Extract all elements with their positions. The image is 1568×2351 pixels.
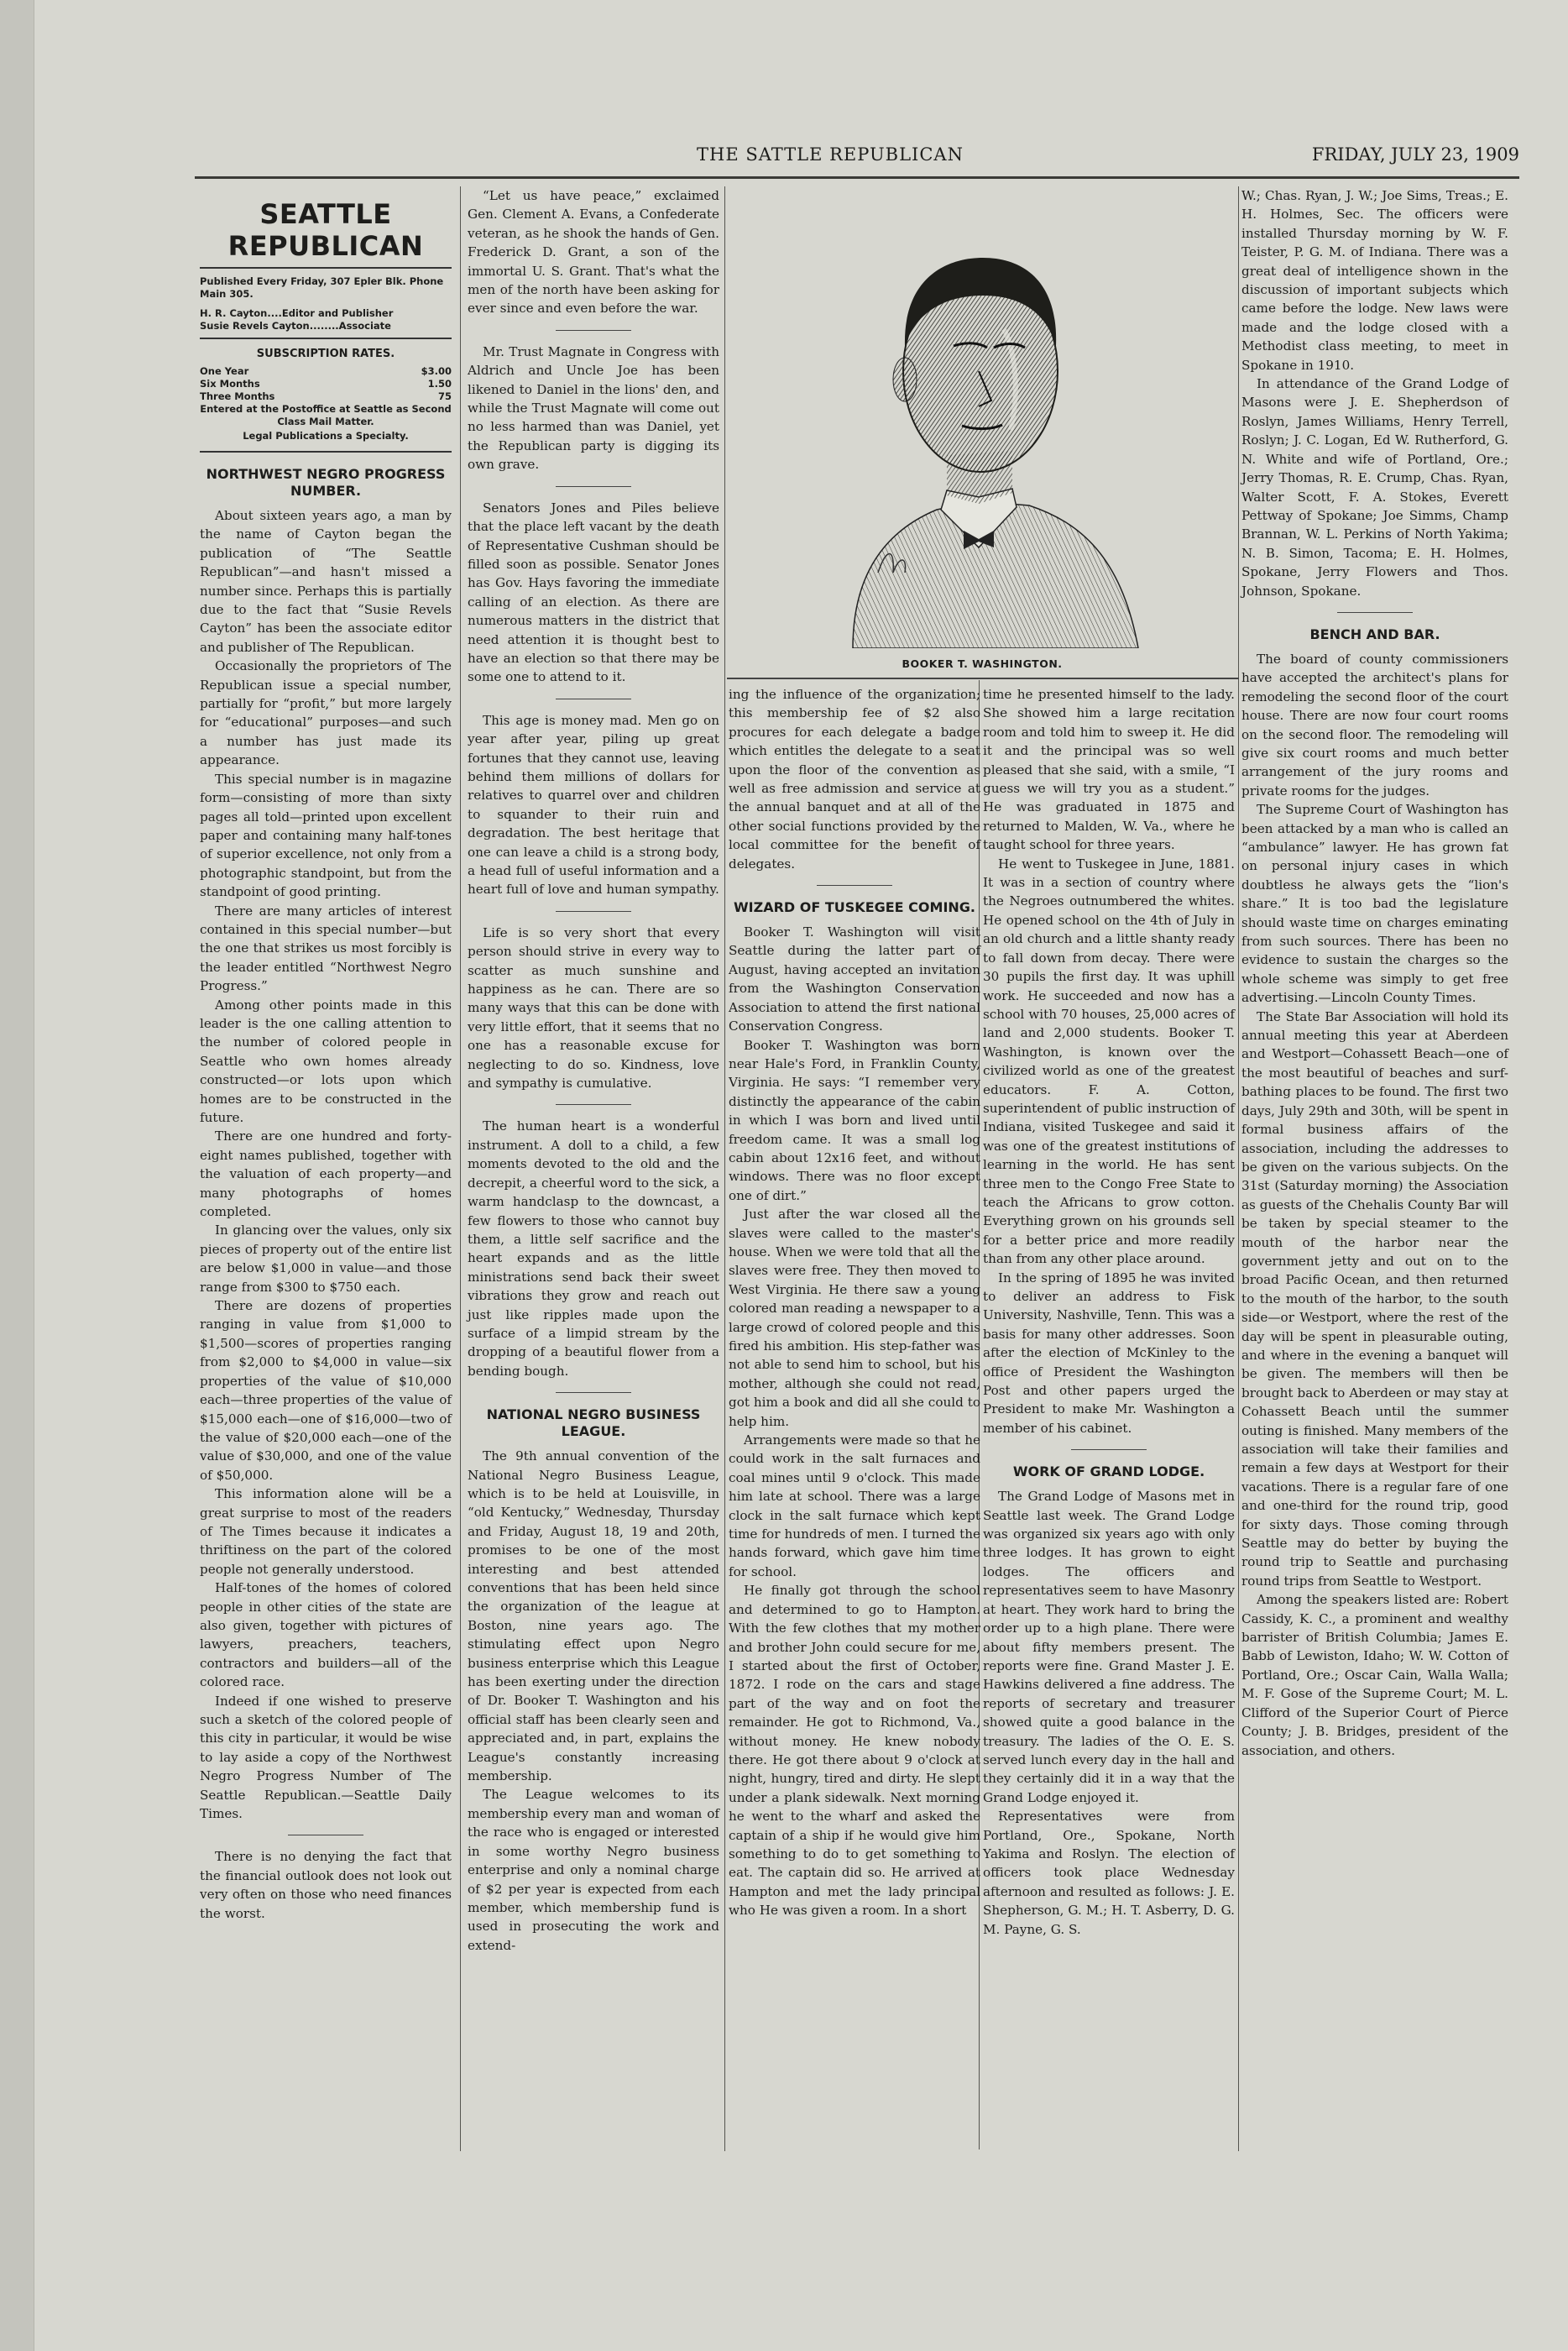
legal-notice: Legal Publications a Specialty. (243, 430, 409, 442)
paragraph: This information alone will be a great surprise to most of the readers of The Times because it indicates a thriftiness on the part of the colored people not generally understood. (200, 1486, 452, 1577)
masthead-rule (200, 267, 452, 269)
paragraph: W.; Chas. Ryan, J. W.; Joe Sims, Treas.; E. H. Holmes, Sec. The officers were installed Thursday morning by W. F. Teister, P. G. M. of Indiana. There was a great deal of intelligence shown in the discussion of important subjects which came before the lodge. New laws were made and the lodge closed with a Methodist class meeting, to meet in Spokane in 1910. (1241, 188, 1508, 373)
article-heading: BENCH AND BAR. (1309, 626, 1440, 642)
paragraph: This age is money mad. Men go on year after year, piling up great fortunes that they cannot use, leaving behind them millions of dollars for relatives to quarrel over and children to squander to their ruin and degradation. The best heritage that one can leave a child is a strong body, a head full of useful information and a heart full of love and human sympathy. (468, 712, 719, 898)
paragraph: Just after the war closed all the slaves were called to the master's house. When we were told that all the slaves were free. They then moved to West Virginia. He there saw a young colored man reading a newspaper to a large crowd of colored people and this fired his ambition. His step-father was not able to send him to school, but his mother, although she could not read, got him a book and did all she could to help him. (729, 1207, 980, 1429)
paragraph: The Grand Lodge of Masons met in Seattle last week. The Grand Lodge was organized six years ago with only three lodges. It has grown to eight lodges. The officers and representatives seem to have Masonry at heart. They work hard to bring the order up to a high plane. There were about fifty members present. The reports were fine. Grand Master J. E. Hawkins delivered a fine address. The reports of secretary and treasurer showed quite a good balance in the treasury. The ladies of the O. E. S. served lunch every day in the hall and they certainly did it in a way that the Grand Lodge enjoyed it. (983, 1489, 1235, 1805)
separator (556, 911, 631, 912)
rate-value: $3.00 (421, 365, 452, 377)
paragraph: The board of county commissioners have accepted the architect's plans for remodeling the second floor of the court house. There are now four court rooms on the second floor. The remodeling will give six court rooms and much better arrangement of the jury rooms and private rooms for the judges. (1241, 651, 1508, 799)
running-header (185, 141, 1519, 175)
column-4 (983, 685, 1235, 1939)
paragraph: He finally got through the school and determined to go to Hampton. With the few clothes that my mother and brother John could secure for me, I started about the first of October, 1872. I rode on the cars and stage part of the way and on foot the remainder. He got to Richmond, Va., without money. He knew nobody there. He got there about 9 o'clock at night, hungry, tired and dirty. He slept under a plank sidewalk. Next morning he went to the wharf and asked the captain of a ship if he would give him something to do to get something to eat. The captain did so. He arrived at Hampton and met the lady principal who He was given a room. In a short (729, 1583, 980, 1919)
article-heading: NORTHWEST NEGRO PROGRESS NUMBER. (206, 466, 446, 499)
portrait-engraving (727, 178, 1237, 648)
masthead-published: Published Every Friday, 307 Epler Blk. Phone Main 305. (200, 275, 444, 300)
postoffice-notice: Entered at the Postoffice at Seattle as Second Class Mail Matter. (200, 403, 452, 427)
article-body (200, 506, 452, 1823)
paragraph: In the spring of 1895 he was invited to deliver an address to Fisk University, Nashville, Tenn. This was a basis for many other addresses. Soon after the election of McKinley to the office of President the Washington Post and other papers urged the President to make Mr. Washington a member of his cabinet. (983, 1270, 1235, 1436)
rate-row (200, 378, 452, 390)
subscription-rates (200, 365, 452, 403)
rate-label: Six Months (200, 378, 260, 390)
separator (556, 486, 631, 487)
paragraph: Senators Jones and Piles believe that the place left vacant by the death of Representative Cushman should be filled soon as possible. Senator Jones has Gov. Hays favoring the immediate calling of an election. As there are numerous matters in the district that need attention it is thought best to have an election so that there may be some one to attend to it. (468, 500, 719, 685)
paragraph: Booker T. Washington will visit Seattle during the latter part of August, having accepted an invitation from the Washington Conservation Association to attend the first national Conservation Congress. (729, 924, 980, 1034)
paragraph: In attendance of the Grand Lodge of Masons were J. E. Shepherdson of Roslyn, James Williams, Henry Terrell, Roslyn; J. C. Logan, Ed W. Rutherford, G. N. White and wife of Portland, Ore.; Jerry Thomas, R. E. Crump, Chas. Ryan, Walter Scott, F. A. Stokes, Everett Pettway of Spokane; Joe Simms, Champ Brannan, W. L. Perkins of North Yakima; N. B. Simon, Tacoma; E. H. Holmes, Spokane, Jerry Flowers and Thos. Johnson, Spokane. (1241, 376, 1508, 599)
separator (556, 1392, 631, 1393)
issue-date: FRIDAY, JULY 23, 1909 (1311, 144, 1519, 165)
rate-value: 75 (437, 390, 452, 402)
separator (556, 330, 631, 331)
rate-row (200, 365, 452, 378)
column-1 (200, 186, 452, 1923)
rate-label: Three Months (200, 390, 275, 402)
paragraph: Arrangements were made so that he could work in the salt furnaces and coal mines until 9 o'clock. This made him late at school. There was a large clock in the salt furnace which kept time for hundreds of men. I turned the hands forward, which gave him time for school. (729, 1432, 980, 1579)
paragraph: Booker T. Washington was born near Hale's Ford, in Franklin County, Virginia. He says: “I remember very distinctly the appearance of the cabin in which I was born and lived until freedom came. It was a small log cabin about 12x16 feet, and without windows. There was no floor except one of dirt.” (729, 1037, 980, 1203)
paragraph: Mr. Trust Magnate in Congress with Aldrich and Uncle Joe has been likened to Daniel in the lions' den, and while the Trust Magnate will come out no less harmed than was Daniel, yet the Republican party is digging its own grave. (468, 343, 719, 473)
rate-row (200, 390, 452, 403)
paragraph: There are one hundred and forty-eight names published, together with the valuation of each property—and many photographs of homes completed. (200, 1128, 452, 1220)
column-3 (729, 685, 980, 1920)
paragraph: Indeed if one wished to preserve such a sketch of the colored people of this city in particular, it would be wise to lay aside a copy of the Northwest Negro Progress Number of The Seattle Republican.—Seattle Daily Times. (200, 1693, 452, 1822)
page-edge (0, 0, 34, 2351)
paragraph: The League welcomes to its membership every man and woman of the race who is engaged or interested in some worthy Negro business enterprise and only a nominal charge of $2 per year is expected from each member, which membership fund is used in prosecuting the work and extend- (468, 1787, 719, 1953)
masthead-editor: H. R. Cayton....Editor and Publisher (200, 307, 394, 319)
column-5 (1241, 186, 1508, 1760)
column-rule (724, 186, 725, 2151)
article-heading: WORK OF GRAND LODGE. (1012, 1463, 1205, 1480)
paragraph: The Supreme Court of Washington has been attacked by a man who is called an “ambulance” lawyer. He has grown fat on personal injury cases in which doubtless he always gets the “lion's share.” It is too bad the legislature should waste time on charges eminating from such sources. There has been no evidence to sustain the charges so the whole scheme was simply to get free advertising.—Lincoln County Times. (1241, 802, 1508, 1006)
paragraph: There are many articles of interest contained in this special number—but the one that strikes us most forcibly is the leader entitled “Northwest Negro Progress.” (200, 903, 452, 994)
paragraph: ing the influence of the organization; this membership fee of $2 also procures for each delegate a badge which entitles the delegate to a seat upon the floor of the convention as well as free admission and service at the annual banquet and at all of the other social functions provided by the local committee for the benefit of delegates. (729, 687, 980, 872)
masthead-associate: Susie Revels Cayton........Associate (200, 320, 391, 332)
paragraph: Life is so very short that every person should strive in every way to scatter as much sunshine and happiness as he can. There are so many ways that this can be done with very little effort, that it seems that no one has a reasonable excuse for neglecting to do so. Kindness, love and sympathy is cumulative. (468, 924, 719, 1092)
column-rule (1238, 186, 1239, 2151)
paragraph: time he presented himself to the lady. She showed him a large recitation room and told him to sweep it. He did it and the principal was so well pleased that she said, with a smile, “I guess we will try you as a student.” He was graduated in 1875 and returned to Malden, W. Va., where he taught school for three years. (983, 687, 1235, 853)
separator (1071, 1449, 1147, 1450)
paragraph: There are dozens of properties ranging in value from $1,000 to $1,500—scores of properties ranging from $2,000 to $4,000 in value—six properties of the value of $10,000 each—three properties of the value of $15,000 each—one of $16,000—two of the value of $20,000 each—one of the value of $30,000, and one of the value of $50,000. (200, 1298, 452, 1483)
column-rule (460, 186, 461, 2151)
paragraph: The 9th annual convention of the National Negro Business League, which is to be held at Louisville, in “old Kentucky,” Wednesday, Thursday and Friday, August 18, 19 and 20th, promises to be one of the most interesting and best attended conventions that has been held since the organization of the league at Boston, nine years ago. The stimulating effect upon Negro business enterprise which this League has been exerting under the direction of Dr. Booker T. Washington and his official staff has been clearly seen and appreciated and, in part, explains the League's constantly increasing membership. (468, 1448, 719, 1784)
paragraph: Occasionally the proprietors of The Republican issue a special number, partially for “profit,” but more largely for “educational” purposes—and such a number has just made its appearance. (200, 658, 452, 768)
paragraph: The State Bar Association will hold its annual meeting this year at Aberdeen and Westport—Cohassett Beach—one of the most beautiful of beaches and surf-bathing places to be found. The first two days, July 29th and 30th, will be spent in formal business affairs of the association, including the addresses to be given on the various subjects. On the 31st (Saturday morning) the Association as guests of the Chehalis County Bar will be taken by special steamer to the mouth of the harbor near the government jetty and out on to the broad Pacific Ocean, and then returned to the mouth of the harbor, to the south side—or Westport, where the rest of the day will be spent in pleasurable outing, and where in the evening a banquet will be given. The members will then be brought back to Aberdeen or may stay at Cohassett Beach until the summer outing is finished. Many members of the association will take their families and remain a few days at Westport for their vacations. There is a regular fare of one and one-third for the round trip, good for sixty days. Those coming through Seattle may do better by buying the round trip to Seattle and purchasing round trips from Seattle to Westport. (1241, 1008, 1508, 1589)
column-2 (468, 186, 719, 1955)
paragraph: In glancing over the values, only six pieces of property out of the entire list are below $1,000 in value—and those range from $300 to $750 each. (200, 1223, 452, 1295)
paragraph: Among other points made in this leader is the one calling attention to the number of colored people in Seattle who own homes already constructed—or lots upon which homes are to be constructed in the future. (200, 997, 452, 1125)
paragraph: Representatives were from Portland, Ore., Spokane, North Yakima and Roslyn. The election of officers took place Wednesday afternoon and resulted as follows: J. E. Shepherson, G. M.; H. T. Asberry, D. G. M. Payne, G. S. (983, 1809, 1235, 1937)
rate-value: 1.50 (427, 378, 452, 390)
article-heading: WIZARD OF TUSKEGEE COMING. (734, 899, 975, 916)
separator (1337, 612, 1413, 613)
separator (556, 1104, 631, 1105)
paragraph: “Let us have peace,” exclaimed Gen. Clement A. Evans, a Confederate veteran, as he shook the hands of Gen. Frederick D. Grant, a son of the immortal U. S. Grant. That's what the men of the north have been asking for ever since and even before the war. (468, 188, 719, 317)
rate-label: One Year (200, 365, 249, 377)
paragraph: About sixteen years ago, a man by the name of Cayton began the publication of “The Seattle Republican”—and hasn't missed a number since. Perhaps this is partially due to the fact that “Susie Revels Cayton” has been the associate editor and publisher of The Republican. (200, 508, 452, 655)
masthead-rule (200, 338, 452, 339)
paragraph: He went to Tuskegee in June, 1881. It was in a section of country where the Negroes outnumbered the whites. He opened school on the 4th of July in an old church and a little shanty ready to fall down from decay. There were 30 pupils the first day. It was uphill work. He succeeded and now has a school with 70 houses, 25,000 acres of land and 2,000 students. Booker T. Washington, is known over the civilized world as one of the greatest educators. F. A. Cotton, superintendent of public instruction of Indiana, visited Tuskegee and said it was one of the greatest institutions of learning in the world. He has sent three men to the Congo Free State to teach the Africans to grow cotton. Everything grown on his grounds sell for a better price and more readily than from any other place around. (983, 856, 1235, 1267)
masthead-title: SEATTLE REPUBLICAN (227, 198, 424, 262)
paper-title: THE SATTLE REPUBLICAN (697, 144, 964, 165)
paragraph: The human heart is a wonderful instrument. A doll to a child, a few moments devoted to the old and the decrepit, a cheerful word to the sick, a warm handclasp to the downcast, a few flowers to those who cannot buy them, a little self sacrifice and the heart expands and as the little ministrations send back their sweet vibrations they grow and reach out just like ripples made upon the surface of a limpid stream by the dropping of a beautiful flower from a bending bough. (468, 1118, 719, 1379)
article-heading: NATIONAL NEGRO BUSINESS LEAGUE. (486, 1406, 701, 1440)
masthead-rule (200, 451, 452, 453)
paragraph: This special number is in magazine form—consisting of more than sixty pages all told—printed upon excellent paper and containing many half-tones of superior excellence, not only from a photographic standpoint, but from the standpoint of good printing. (200, 771, 452, 900)
separator (817, 885, 892, 886)
portrait-illustration (727, 178, 1237, 673)
subscription-title: SUBSCRIPTION RATES. (256, 348, 395, 360)
paragraph: Among the speakers listed are: Robert Cassidy, K. C., a prominent and wealthy barrister of British Columbia; James E. Babb of Lewiston, Idaho; W. W. Cotton of Portland, Ore.; Oscar Cain, Walla Walla; M. F. Gose of the Supreme Court; M. L. Clifford of the Superior Court of Pierce County; J. B. Bridges, president of the association, and others. (1241, 1592, 1508, 1758)
paragraph: Half-tones of the homes of colored people in other cities of the state are also given, together with pictures of lawyers, preachers, teachers, contractors and builders—all of the colored race. (200, 1580, 452, 1690)
portrait-caption: BOOKER T. WASHINGTON. (902, 657, 1063, 670)
paragraph: There is no denying the fact that the financial outlook does not look out very often on those who need finances the worst. (200, 1849, 452, 1921)
portrait-rule (727, 678, 1239, 679)
